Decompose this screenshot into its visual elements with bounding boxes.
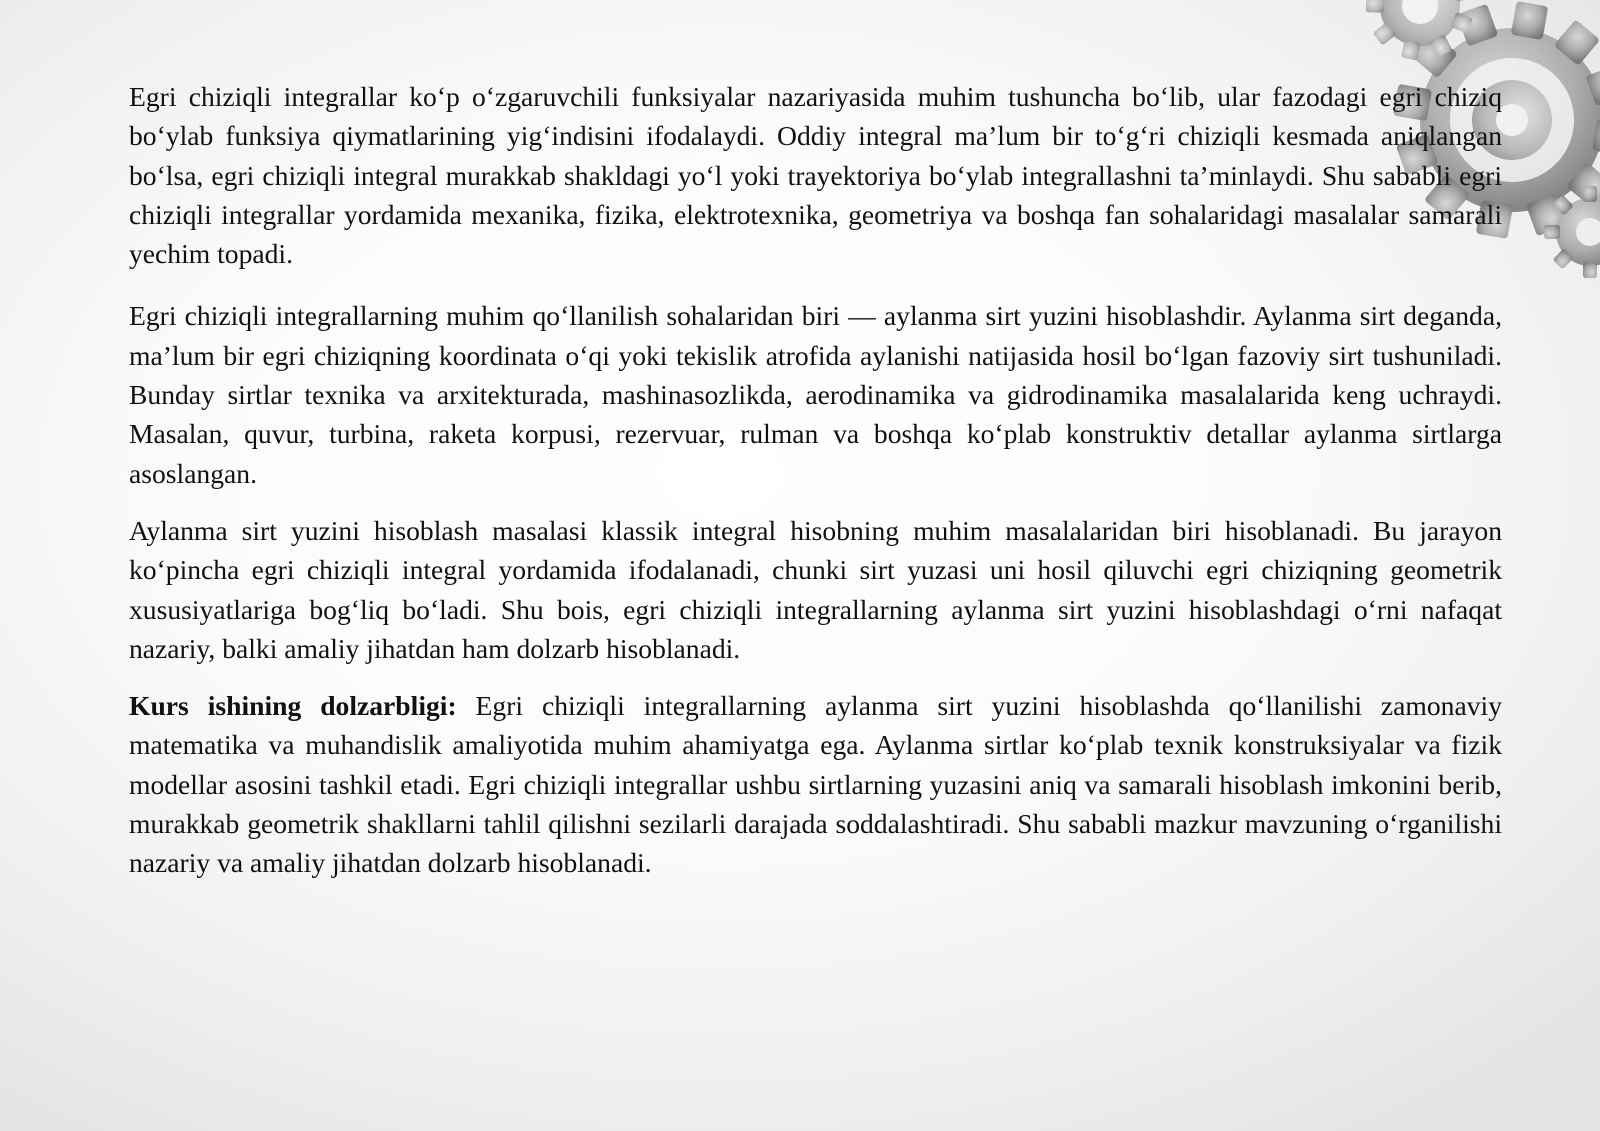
paragraph-area-problem: Aylanma sirt yuzini hisoblash masalasi klassik integral hisobning muhim masalalaridan biri hisoblanadi. Bu jarayon ko‘pincha egri chiziqli integral yordamida ifodalanadi, chunki sirt yuzasi uni hosil qiluvchi egri chiziqning geometrik xususiyatlariga bog‘liq bo‘ladi. Shu bois, egri chiziqli integrallarning aylanma sirt yuzini hisoblashdagi o‘rni nafaqat nazariy, balki amaliy jihatdan ham dolzarb hisoblanadi. [129, 514, 1502, 664]
relevance-text: Egri chiziqli integrallarning aylanma sirt yuzini hisoblashda qo‘llanilishi zamonaviy matematika va muhandislik amaliyotida muhim ahamiyatga ega. Aylanma sirtlar ko‘plab texnik konstruksiyalar va fizik modellar asosini tashkil etadi. Egri chiziqli integrallar ushbu sirtlarning yuzasini aniq va samarali hisoblash imkonini berib, murakkab geometrik shakllarni tahlil qilishni sezilarli darajada soddalashtiradi. Shu sababli mazkur mavzuning o‘rganilishi nazariy va amaliy jihatdan dolzarb hisoblanadi. [129, 690, 1502, 879]
document-body [129, 77, 1502, 883]
relevance-heading: Kurs ishining dolzarbligi: [129, 690, 457, 722]
paragraph-surface-of-revolution: Egri chiziqli integrallarning muhim qo‘llanilish sohalaridan biri — aylanma sirt yuzini hisoblashdir. Aylanma sirt deganda, ma’lum bir egri chiziqning koordinata o‘qi yoki tekislik atrofida aylanishi natijasida hosil bo‘lgan fazoviy sirt tushuniladi. Bunday sirtlar texnika va arxitekturada, mashinasozlikda, aerodinamika va gidrodinamika masalalarida keng uchraydi. Masalan, quvur, turbina, raketa korpusi, rezervuar, rulman va boshqa ko‘plab konstruktiv detallar aylanma sirtlarga asoslangan. [129, 300, 1502, 489]
paragraph-relevance [129, 686, 1502, 882]
paragraph-intro: Egri chiziqli integrallar ko‘p o‘zgaruvchili funksiyalar nazariyasida muhim tushuncha bo‘lib, ular fazodagi egri chiziq bo‘ylab funksiya qiymatlarining yig‘indisini ifodalaydi. Oddiy integral ma’lum bir to‘g‘ri chiziqli kesmada aniqlangan bo‘lsa, egri chiziqli integral murakkab shakldagi yo‘l yoki trayektoriya bo‘ylab integrallashni ta’minlaydi. Shu sababli egri chiziqli integrallar yordamida mexanika, fizika, elektrotexnika, geometriya va boshqa fan sohalaridagi masalalar samarali yechim topadi. [129, 81, 1502, 270]
